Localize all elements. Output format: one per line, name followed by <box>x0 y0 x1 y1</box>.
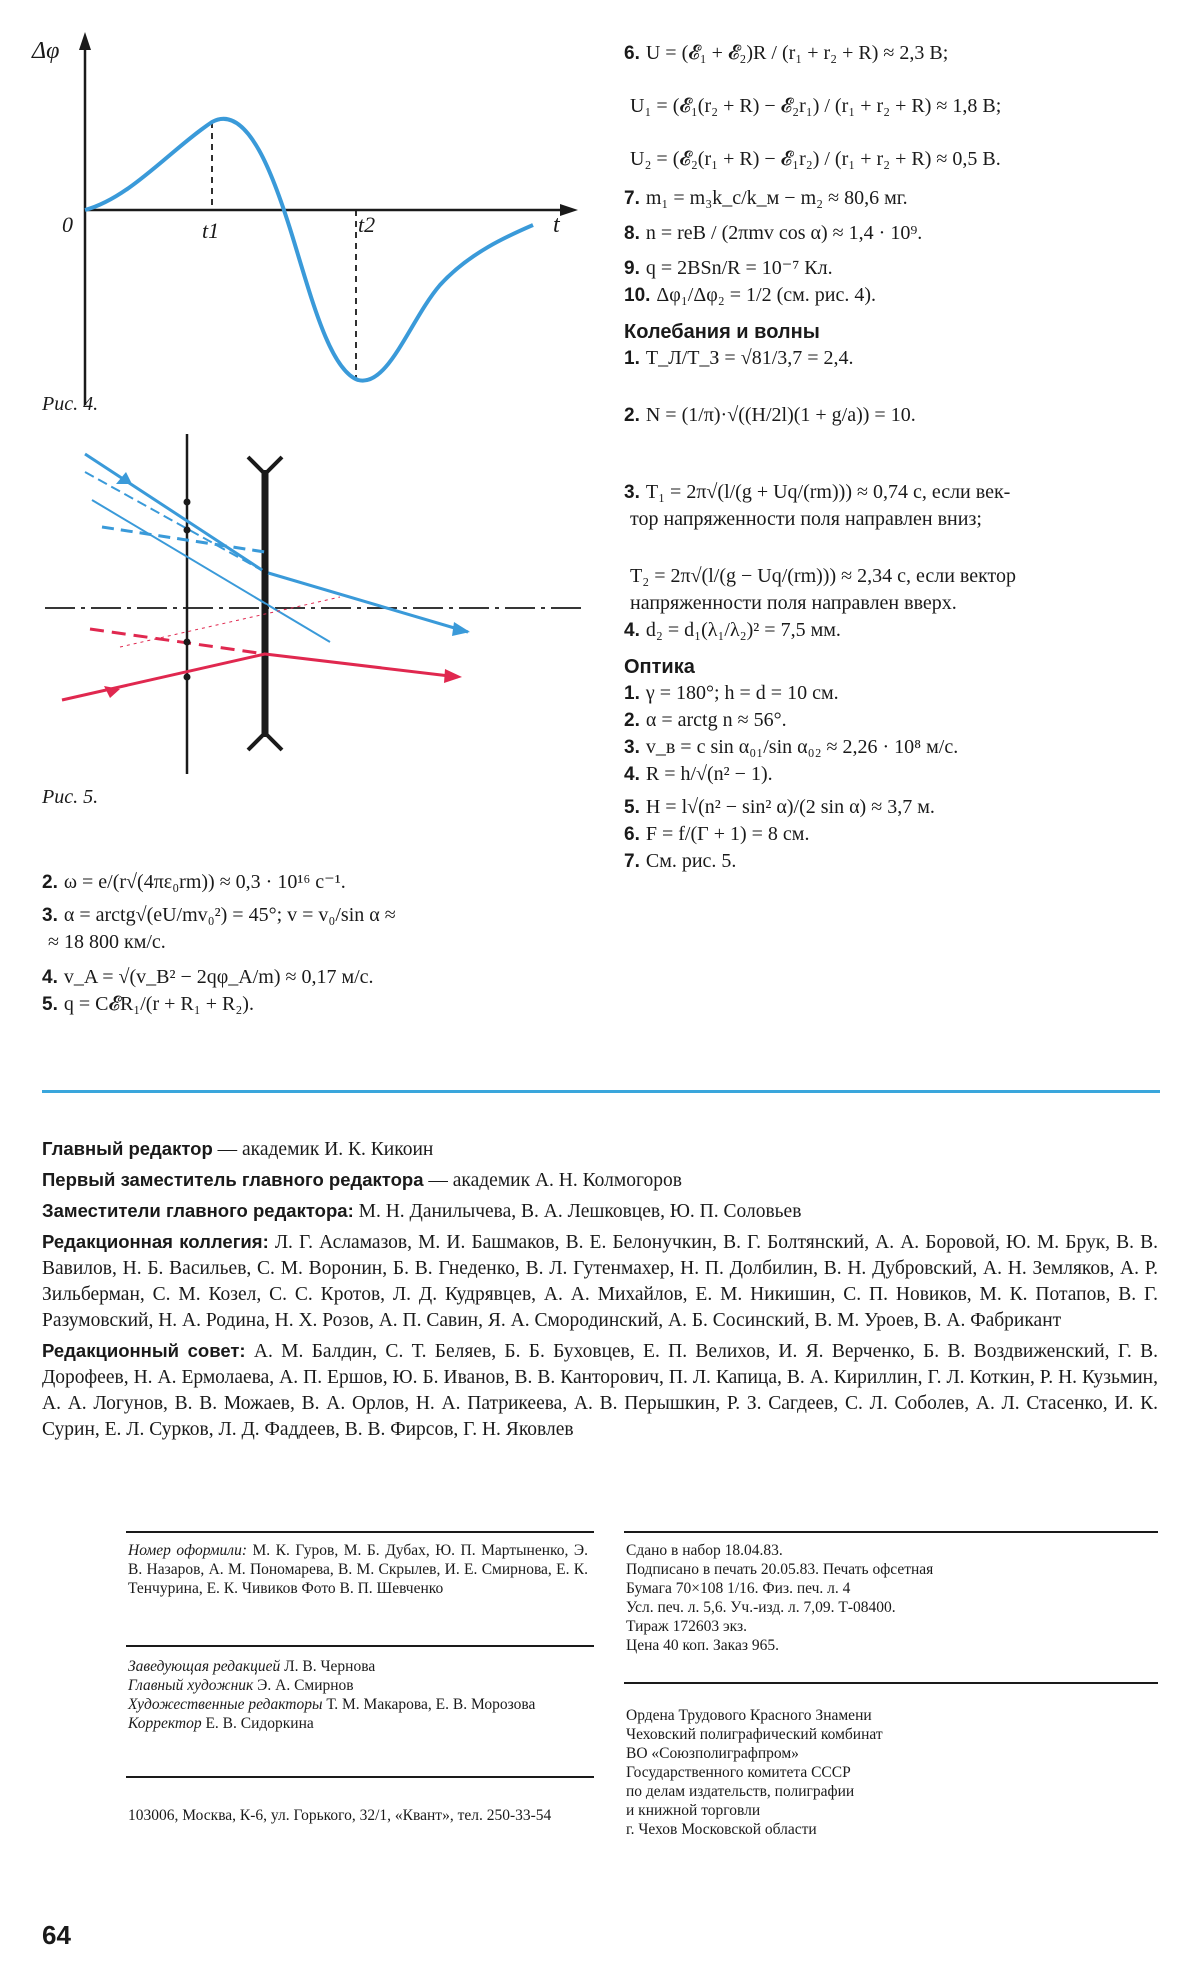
answer-number: 7. <box>624 188 640 209</box>
first-deputy-line <box>42 1167 1158 1194</box>
printer-line: г. Чехов Московской области <box>626 1821 817 1838</box>
answer-item <box>624 185 1164 212</box>
answer-item <box>624 734 1164 761</box>
editorial-board <box>42 1136 1158 1443</box>
printer-line: ВО «Союзполиграфпром» <box>626 1745 799 1762</box>
answer-text: γ = 180°; h = d = 10 см. <box>645 682 839 704</box>
imprint-design <box>128 1541 588 1598</box>
imprint-rule-left-bottom <box>126 1776 594 1778</box>
printer-line: Государственного комитета СССР <box>626 1764 851 1781</box>
answer-item <box>624 146 1164 173</box>
answer-text: U₁ = (𝓔₁(r₂ + R) − 𝓔₂r₁) / (r₁ + r₂ + R) ≈ 1,8 В; <box>630 95 1002 117</box>
first-deputy-label: Первый заместитель главного редактора <box>42 1169 424 1190</box>
council-text: А. М. Балдин, С. Т. Беляев, Б. Б. Буховцев, Е. П. Велихов, И. Я. Верченко, Б. В. Воздвиженский, Г. В. Дорофеев, Н. А. Ермолаева, А. П. Ершов, Ю. Б. Иванов, В. В. Канторович, П. Л. Капица, В. А. Кириллин, Г. Л. Коткин, Р. Н. Кузьмин, А. А. Логунов, В. В. Можаев, В. А. Орлов, Н. А. Патрикеева, А. В. Перышкин, Р. З. Сагдеев, С. Л. Соболев, А. Л. Стасенко, И. К. Сурин, Е. Л. Сурков, Л. Д. Фаддеев, В. В. Фирсов, Г. Н. Яковлев <box>42 1341 1158 1440</box>
right-answers <box>624 40 1164 875</box>
answer-item <box>624 40 1164 67</box>
answer-item <box>624 479 1164 506</box>
answer-number: 2. <box>624 405 640 426</box>
answer-number: 6. <box>624 824 640 845</box>
imprint-rule-right-top <box>624 1531 1158 1533</box>
printer-line: и книжной торговли <box>626 1802 761 1819</box>
answer-text: q = C𝓔R₁/(r + R₁ + R₂). <box>63 993 254 1015</box>
chief-editor-label: Главный редактор <box>42 1138 213 1159</box>
answer-number: 3. <box>42 905 58 926</box>
answer-text: m₁ = m₃k_c/k_м − m₂ ≈ 80,6 мг. <box>645 187 908 209</box>
answer-text: F = f/(Γ + 1) = 8 см. <box>645 823 810 845</box>
chief-editor-text: — академик И. К. Кикоин <box>212 1139 434 1160</box>
answer-number: 4. <box>624 764 640 785</box>
staff-line <box>128 1657 588 1676</box>
page-number: 64 <box>42 1920 71 1950</box>
staff-line <box>128 1695 588 1714</box>
print-info-line: Бумага 70×108 1/16. Физ. печ. л. 4 <box>626 1580 851 1597</box>
y-axis <box>79 32 91 405</box>
answer-text: T_Л/T_З = √81/3,7 = 2,4. <box>645 347 854 369</box>
answer-item <box>624 282 1164 309</box>
imprint-rule-left-mid <box>126 1645 594 1647</box>
answer-number: 5. <box>624 797 640 818</box>
staff-name: Э. А. Смирнов <box>253 1677 354 1694</box>
section-divider <box>42 1090 1160 1093</box>
answer-text: α = arctg n ≈ 56°. <box>645 709 787 731</box>
imprint-address: 103006, Москва, К-6, ул. Горького, 32/1, «Квант», тел. 250-33-54 <box>128 1807 552 1824</box>
answer-item <box>624 402 1164 429</box>
answer-item <box>624 761 1164 788</box>
answer-number: 5. <box>42 994 58 1015</box>
council-paragraph <box>42 1338 1158 1443</box>
staff-line <box>128 1714 588 1733</box>
answer-number: 1. <box>624 348 640 369</box>
printer-line: Чеховский полиграфический комбинат <box>626 1726 883 1743</box>
answer-text: напряженности поля направлен вверх. <box>630 592 957 614</box>
x-axis <box>85 204 578 216</box>
figure-4 <box>30 30 590 420</box>
answer-text: N = (1/π)·√((H/2l)(1 + g/a)) = 10. <box>645 404 916 426</box>
answer-item <box>624 680 1164 707</box>
answer-item <box>624 506 1164 533</box>
answer-number: 3. <box>624 482 640 503</box>
print-info-line: Подписано в печать 20.05.83. Печать офсетная <box>626 1561 934 1578</box>
answer-number: 8. <box>624 223 640 244</box>
imprint-rule-right-mid <box>624 1682 1158 1684</box>
answer-text: d₂ = d₁(λ₁/λ₂)² = 7,5 мм. <box>645 619 841 641</box>
chief-editor-line <box>42 1136 1158 1163</box>
council-label: Редакционный совет: <box>42 1340 246 1361</box>
print-info-line: Цена 40 коп. Заказ 965. <box>626 1637 779 1654</box>
answer-text: ω = e/(r√(4πε₀rm)) ≈ 0,3 · 10¹⁶ с⁻¹. <box>63 871 346 893</box>
print-info-line: Сдано в набор 18.04.83. <box>626 1542 783 1559</box>
origin-label: 0 <box>62 212 73 237</box>
answer-text: тор напряженности поля направлен вниз; <box>630 508 982 530</box>
printer-line: по делам издательств, полиграфии <box>626 1783 855 1800</box>
staff-role: Корректор <box>128 1715 202 1732</box>
design-label: Номер оформили: <box>128 1542 247 1559</box>
staff-name: Е. В. Сидоркина <box>201 1715 314 1732</box>
answer-item <box>624 590 1164 617</box>
answer-item <box>624 848 1164 875</box>
t1-label: t1 <box>202 218 220 243</box>
answer-text: v_A = √(v_B² − 2qφ_A/m) ≈ 0,17 м/с. <box>63 966 374 988</box>
design-text: М. К. Гуров, М. Б. Дубах, Ю. П. Мартыненко, Э. В. Назаров, А. М. Пономарева, В. М. Скрылев, И. Е. Смирнова, Е. К. Тенчурина, Е. К. Чивиков Фото В. П. Шевченко <box>128 1542 588 1597</box>
answer-number: 7. <box>624 851 640 872</box>
staff-role: Художественные редакторы <box>128 1696 323 1713</box>
figure-5 <box>40 432 600 780</box>
left-answers <box>42 869 602 1018</box>
deputies-label: Заместители главного редактора: <box>42 1200 354 1221</box>
deputies-line <box>42 1198 1158 1225</box>
answer-number: 3. <box>624 737 640 758</box>
board-label: Редакционная коллегия: <box>42 1231 269 1252</box>
section-title-optics: Оптика <box>624 656 695 678</box>
answer-item <box>42 964 602 991</box>
answer-text: H = l√(n² − sin² α)/(2 sin α) ≈ 3,7 м. <box>645 796 935 818</box>
section-title-oscillations: Колебания и волны <box>624 321 820 343</box>
answer-item <box>624 93 1164 120</box>
answer-item <box>624 220 1164 247</box>
printer-line: Ордена Трудового Красного Знамени <box>626 1707 872 1724</box>
answer-item <box>42 991 602 1018</box>
answer-text: α = arctg√(eU/mv₀²) = 45°; v = v₀/sin α ≈ <box>63 904 396 926</box>
answer-text: ≈ 18 800 км/с. <box>48 931 166 953</box>
figure-5-caption: Рис. 5. <box>42 786 99 808</box>
answer-item <box>42 869 602 896</box>
staff-line <box>128 1676 588 1695</box>
answer-item <box>624 707 1164 734</box>
figure-4-caption: Рис. 4. <box>42 393 99 415</box>
answer-item <box>624 345 1164 372</box>
staff-role: Главный художник <box>128 1677 254 1694</box>
answer-item <box>624 255 1164 282</box>
answer-text: U₂ = (𝓔₂(r₁ + R) − 𝓔₁r₂) / (r₁ + r₂ + R) ≈ 0,5 В. <box>630 148 1001 170</box>
staff-role: Заведующая редакцией <box>128 1658 281 1675</box>
staff-name: Л. В. Чернова <box>280 1658 376 1675</box>
answer-number: 2. <box>42 872 58 893</box>
delta-phi-curve <box>85 119 533 381</box>
answer-item <box>42 929 602 956</box>
answer-number: 10. <box>624 285 651 306</box>
answer-item <box>624 563 1164 590</box>
answer-item <box>42 902 602 929</box>
imprint-printer <box>626 1706 1158 1839</box>
answer-text: T₁ = 2π√(l/(g + Uq/(rm))) ≈ 0,74 с, если век- <box>645 481 1011 503</box>
deputies-text: М. Н. Данилычева, В. А. Лешковцев, Ю. П. Соловьев <box>353 1201 802 1222</box>
answer-text: См. рис. 5. <box>645 850 737 872</box>
blue-rays <box>85 454 470 642</box>
answer-item <box>624 821 1164 848</box>
board-text: Л. Г. Асламазов, М. И. Башмаков, В. Е. Белонучкин, В. Г. Болтянский, А. А. Боровой, Ю. М. Брук, В. В. Вавилов, Н. Б. Васильев, С. М. Воронин, Б. В. Гнеденко, В. Л. Гутенмахер, Н. П. Долбилин, В. Н. Дубровский, А. Н. Земляков, А. Р. Зильберман, С. М. Козел, С. С. Кротов, Л. Д. Кудрявцев, А. А. Михайлов, Е. М. Никишин, С. П. Новиков, М. К. Потапов, В. Г. Разумовский, Н. А. Родина, Н. Х. Розов, А. П. Савин, Я. А. Смородинский, А. Б. Сосинский, В. М. Уроев, В. А. Фабрикант <box>42 1232 1158 1331</box>
y-axis-label: Δφ <box>32 38 60 64</box>
answer-text: q = 2BSn/R = 10⁻⁷ Кл. <box>645 257 833 279</box>
imprint-rule-left-top <box>126 1531 594 1533</box>
answer-text: n = reB / (2πmv cos α) ≈ 1,4 · 10⁹. <box>645 222 923 244</box>
t2-label: t2 <box>358 212 376 237</box>
answer-text: Δφ₁/Δφ₂ = 1/2 (см. рис. 4). <box>656 284 877 306</box>
answer-item <box>624 794 1164 821</box>
imprint-staff <box>128 1657 588 1733</box>
answer-text: v_в = c sin α₀₁/sin α₀₂ ≈ 2,26 · 10⁸ м/с. <box>645 736 959 758</box>
print-info-line: Усл. печ. л. 5,6. Уч.-изд. л. 7,09. Т-08400. <box>626 1599 896 1616</box>
answer-text: R = h/√(n² − 1). <box>645 763 773 785</box>
answer-number: 2. <box>624 710 640 731</box>
x-axis-label: t <box>553 212 560 238</box>
answer-number: 1. <box>624 683 640 704</box>
answer-item <box>624 617 1164 644</box>
staff-name: Т. М. Макарова, Е. В. Морозова <box>322 1696 536 1713</box>
answer-text: U = (𝓔₁ + 𝓔₂)R / (r₁ + r₂ + R) ≈ 2,3 В; <box>645 42 949 64</box>
answer-number: 4. <box>42 967 58 988</box>
answer-number: 6. <box>624 43 640 64</box>
imprint-print-info <box>626 1541 1158 1655</box>
board-paragraph <box>42 1229 1158 1334</box>
first-deputy-text: — академик А. Н. Колмогоров <box>423 1170 682 1191</box>
answer-number: 4. <box>624 620 640 641</box>
answer-number: 9. <box>624 258 640 279</box>
print-info-line: Тираж 172603 экз. <box>626 1618 747 1635</box>
answer-text: T₂ = 2π√(l/(g − Uq/(rm))) ≈ 2,34 с, если вектор <box>630 565 1017 587</box>
